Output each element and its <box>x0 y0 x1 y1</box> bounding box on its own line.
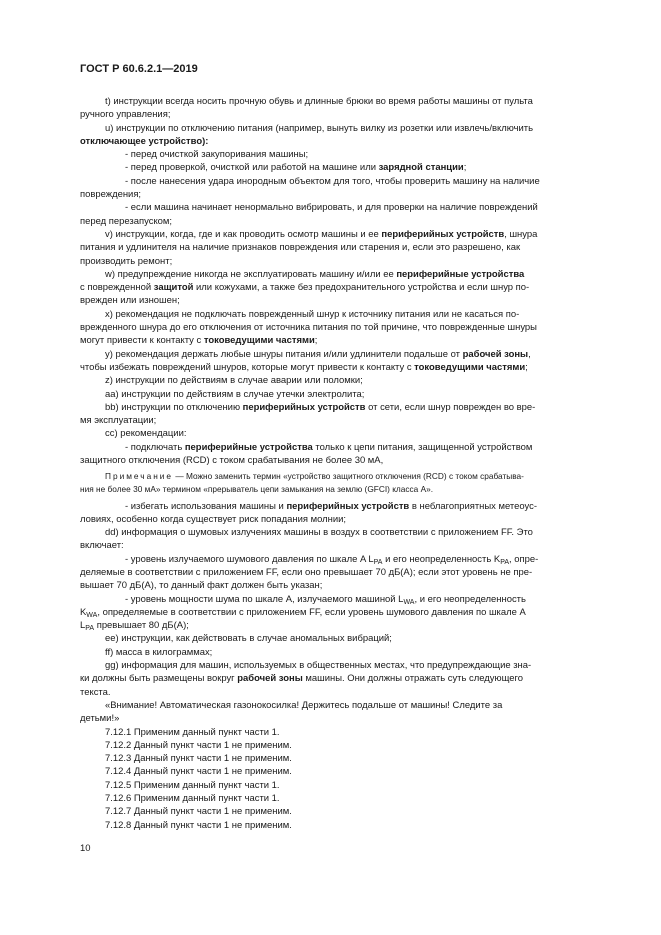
text: z) инструкции по действиям в случае аварии или поломки; <box>105 375 363 387</box>
item-dd-sub2-cont <box>80 606 615 619</box>
item-gg-cont2 <box>80 686 615 699</box>
item-x-cont <box>80 321 615 334</box>
text: , шнура <box>504 228 538 240</box>
text: L <box>80 620 86 632</box>
item-dd-sub1-cont2 <box>80 579 615 592</box>
text: , и его неопределенность <box>414 593 526 605</box>
clause-7-12-6 <box>80 792 615 805</box>
text: в неблагоприятных метеоус- <box>411 500 537 512</box>
item-cc-sub1 <box>80 441 615 454</box>
item-u-sub4 <box>80 201 615 214</box>
clause-7-12-8 <box>80 819 615 832</box>
item-ee <box>80 632 615 645</box>
text: ловиях, особенно когда существует риск попадания молнии; <box>80 513 347 525</box>
subscript: PA <box>373 558 383 566</box>
text: - уровень мощности шума по шкале A, излучаемого машиной L <box>125 593 404 605</box>
text: повреждения; <box>80 189 142 201</box>
text: превышает 80 дБ(А); <box>96 620 189 632</box>
item-cc-sub2-cont <box>80 513 615 526</box>
punct: , <box>528 348 531 360</box>
item-dd-sub1 <box>80 553 615 566</box>
text: - избегать использования машины и <box>125 500 284 512</box>
text: могут привести к контакту с <box>80 335 202 347</box>
page-number: 10 <box>80 843 91 854</box>
term-bold: периферийных устройств <box>242 401 366 413</box>
item-dd-cont <box>80 539 615 552</box>
text: включает: <box>80 540 124 552</box>
note-label: Примечание <box>105 471 174 482</box>
warning-quote-cont <box>80 712 615 725</box>
page-header: ГОСТ Р 60.6.2.1—2019 <box>80 63 198 75</box>
note-line <box>80 470 615 483</box>
text: врежден или изношен; <box>80 295 180 307</box>
text: с поврежденной <box>80 282 152 294</box>
subscript: PA <box>85 625 95 633</box>
text: ff) масса в килограммах; <box>105 646 213 658</box>
item-dd-sub1-cont <box>80 566 615 579</box>
item-z <box>80 374 615 387</box>
text: ручного управления; <box>80 109 171 121</box>
text: - перед очисткой закупоривания машины; <box>125 149 309 161</box>
text: aa) инструкции по действиям в случае утечки электролита; <box>105 388 365 400</box>
term-bold: периферийные устройства <box>396 268 525 280</box>
text: , опре- <box>509 553 539 565</box>
item-bb-cont <box>80 414 615 427</box>
text: - после нанесения удара инородным объектом для того, чтобы проверить машину на наличие <box>125 175 540 187</box>
term-bold: отключающее устройство): <box>80 135 209 147</box>
term-bold: рабочей зоны <box>237 673 303 685</box>
punct: ; <box>314 335 318 347</box>
item-w <box>80 268 615 281</box>
item-cc <box>80 427 615 440</box>
text: u) инструкции по отключению питания (например, вынуть вилку из розетки или извлечь/включить <box>105 122 534 134</box>
clause-7-12-3 <box>80 752 615 765</box>
text: детьми!» <box>80 713 120 725</box>
text: 7.12.5 Применим данный пункт части 1. <box>105 779 280 791</box>
item-x-cont2 <box>80 334 615 347</box>
subscript: WA <box>86 611 98 619</box>
item-u-sub1 <box>80 148 615 161</box>
text: текста. <box>80 686 111 698</box>
subscript: WA <box>403 598 415 606</box>
item-dd-sub2 <box>80 593 615 606</box>
text: dd) информация о шумовых излучениях машины в воздух в соответствии с приложением FF. Это <box>105 527 533 539</box>
term-bold: рабочей зоны <box>462 348 529 360</box>
punct: ; <box>463 162 467 174</box>
text: перед перезапуском; <box>80 215 173 227</box>
term-bold: зарядной станции <box>378 162 464 174</box>
clause-7-12-4 <box>80 765 615 778</box>
item-cc-sub2 <box>80 500 615 513</box>
text: - если машина начинает ненормально вибрировать, и для проверки на наличие повреждений <box>125 202 538 214</box>
text: 7.12.7 Данный пункт части 1 не применим. <box>105 806 292 818</box>
clause-7-12-2 <box>80 739 615 752</box>
clause-7-12-1 <box>80 726 615 739</box>
text: и его неопределенность K <box>385 553 501 565</box>
text: от сети, если шнур поврежден во вре- <box>368 401 536 413</box>
text: врежденного шнура до его отключения от источника питания по той причине, что поврежденные шнуры <box>80 322 537 334</box>
text: или кожухами, а также без предохранительного устройства и если шнур по- <box>196 282 530 294</box>
item-t-cont <box>80 108 615 121</box>
text: w) предупреждение никогда не эксплуатировать машину и/или ее <box>105 268 394 280</box>
item-v-cont2 <box>80 255 615 268</box>
item-w-cont <box>80 281 615 294</box>
text: только к цепи питания, защищенной устройством <box>315 441 533 453</box>
punct: ; <box>525 361 528 373</box>
item-aa <box>80 388 615 401</box>
item-y <box>80 348 615 361</box>
text: x) рекомендация не подключать поврежденный шнур к источнику питания или не касаться по- <box>105 308 520 320</box>
text: K <box>80 606 87 618</box>
item-y-cont <box>80 361 615 374</box>
item-cc-sub1-cont <box>80 454 615 467</box>
note-line <box>80 483 615 496</box>
item-t <box>80 95 615 108</box>
text: деляемые в соответствии с приложением FF, если оно превышает 70 дБ(А); если этот уровень не пре- <box>80 566 533 578</box>
term-bold: токоведущими частями <box>414 361 526 373</box>
item-gg-cont <box>80 672 615 685</box>
item-u-sub3-cont <box>80 188 615 201</box>
term-bold: периферийных устройств <box>286 500 410 512</box>
subscript: PA <box>500 558 510 566</box>
document-body <box>80 95 615 832</box>
item-bb <box>80 401 615 414</box>
item-dd-sub2-cont2 <box>80 619 615 632</box>
item-u-sub2 <box>80 161 615 174</box>
text: bb) инструкции по отключению <box>105 401 241 413</box>
item-u <box>80 122 615 135</box>
note <box>80 470 615 495</box>
text: 7.12.3 Данный пункт части 1 не применим. <box>105 753 292 765</box>
item-gg <box>80 659 615 672</box>
text: , определяемые в соответствии с приложением FF, если уровень шумового давления по шкале A <box>97 606 526 618</box>
item-u-sub4-cont <box>80 215 615 228</box>
item-v <box>80 228 615 241</box>
term-bold: защитой <box>153 282 194 294</box>
text: - подключать <box>125 441 183 453</box>
text: производить ремонт; <box>80 255 173 267</box>
text: мя эксплуатации; <box>80 415 157 427</box>
item-dd <box>80 526 615 539</box>
item-v-cont <box>80 241 615 254</box>
clause-7-12-5 <box>80 779 615 792</box>
text: 7.12.8 Данный пункт части 1 не применим. <box>105 819 292 831</box>
text: ee) инструкции, как действовать в случае аномальных вибраций; <box>105 633 392 645</box>
text: cc) рекомендации: <box>105 428 187 440</box>
text: машины. Они должны отражать суть следующего <box>305 673 523 685</box>
text: ния не более 30 мА» термином «прерыватель цепи замыкания на землю (GFCI) класса А». <box>80 483 434 494</box>
text: - перед проверкой, очисткой или работой на машине или <box>125 162 376 174</box>
text: чтобы избежать повреждений шнуров, которые могут привести к контакту с <box>80 361 412 373</box>
text: 7.12.6 Применим данный пункт части 1. <box>105 793 280 805</box>
term-bold: токоведущими частями <box>203 335 315 347</box>
text: защитного отключения (RCD) с током срабатывания не более 30 мА, <box>80 455 384 467</box>
text: 7.12.2 Данный пункт части 1 не применим. <box>105 739 292 751</box>
text: 7.12.1 Применим данный пункт части 1. <box>105 726 280 738</box>
text: v) инструкции, когда, где и как проводить осмотр машины и ее <box>105 228 379 240</box>
item-x <box>80 308 615 321</box>
text: 7.12.4 Данный пункт части 1 не применим. <box>105 766 292 778</box>
warning-quote <box>80 699 615 712</box>
term-bold: периферийных устройств <box>381 228 505 240</box>
item-u-cont <box>80 135 615 148</box>
text: - уровень излучаемого шумового давления по шкале A L <box>125 553 374 565</box>
text: ки должны быть размещены вокруг <box>80 673 235 685</box>
clause-7-12-7 <box>80 805 615 818</box>
text: питания и удлинителя на наличие признаков повреждения или старения и, если это разрешено, как <box>80 242 521 254</box>
text: gg) информация для машин, используемых в общественных местах, что предупреждающие зна- <box>105 660 532 672</box>
item-w-cont2 <box>80 294 615 307</box>
text: — Можно заменить термин «устройство защитного отключения (RCD) с током срабатыва- <box>175 471 524 482</box>
text: y) рекомендация держать любые шнуры питания и/или удлинители подальше от <box>105 348 460 360</box>
text: вышает 70 дБ(А), то данный факт должен быть указан; <box>80 580 323 592</box>
text: «Внимание! Автоматическая газонокосилка! Держитесь подальше от машины! Следите за <box>105 699 503 711</box>
item-ff <box>80 646 615 659</box>
text: t) инструкции всегда носить прочную обувь и длинные брюки во время работы машины от пульта <box>105 96 533 107</box>
term-bold: периферийные устройства <box>184 441 313 453</box>
item-u-sub3 <box>80 175 615 188</box>
